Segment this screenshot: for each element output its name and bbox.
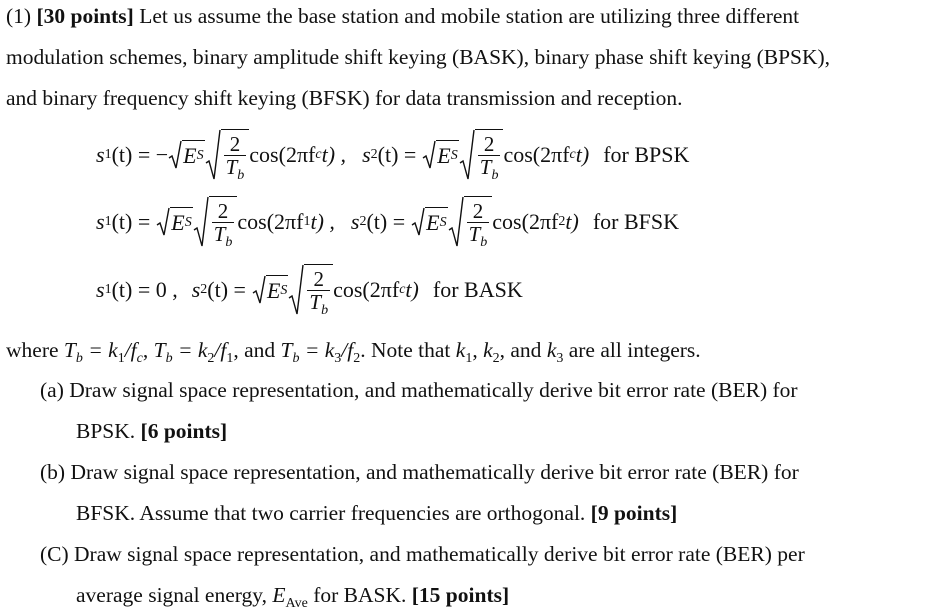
fc-subscript: c — [136, 351, 143, 366]
k1-subscript: 1 — [117, 351, 125, 366]
tb-2-subscript: b — [165, 351, 173, 366]
comma-1: , — [142, 338, 154, 362]
bask-cos-term: cos(2πf — [333, 277, 400, 302]
cos-tail-s1: t) , — [321, 142, 347, 167]
note-comma-2: , and — [499, 338, 547, 362]
and-1: , and — [233, 338, 281, 362]
bfsk-s1-symbol: s — [96, 209, 105, 234]
intro-line-3: and binary frequency shift keying (BFSK) for data transmission and reception. — [6, 86, 683, 110]
part-c-line-1: (C) Draw signal space representation, and mathematically derive bit error rate (BER) per — [40, 542, 805, 566]
part-b-line-1: (b) Draw signal space representation, and mathematically derive bit error rate (BER) for — [40, 460, 799, 484]
bfsk-s2-argument: (t) = — [366, 209, 406, 234]
sqrt-fraction-2 — [459, 129, 504, 181]
eq-k2: = k — [172, 338, 208, 362]
intro-line-2: modulation schemes, binary amplitude shift keying (BASK), binary phase shift keying (BPSK), — [6, 45, 831, 69]
tb-1: T — [63, 338, 76, 362]
bfsk-fraction-numerator: 2 — [217, 199, 229, 223]
fraction-numerator-2: 2 — [483, 132, 495, 156]
bfsk-energy-symbol: E — [171, 209, 185, 235]
bfsk-denominator-subscript: b — [225, 235, 233, 250]
bfsk-denominator-subscript-2: b — [480, 235, 488, 250]
bask-sqrt-energy: E S — [252, 275, 288, 305]
k3-subscript: 3 — [334, 351, 342, 366]
part-c-points: [15 points] — [411, 583, 510, 607]
over-f1: /f — [214, 338, 227, 362]
bfsk-sqrt-fraction-2 — [448, 196, 493, 248]
bfsk-s2-symbol: s — [350, 209, 360, 234]
over-f2: /f — [341, 338, 354, 362]
part-b-line-2 — [76, 500, 677, 526]
equation-bask: s 1 (t) = 0 , s 2 (t) = E S $\frac{2}{T_b}$ cos(2πf c t) for BASK — [96, 265, 523, 315]
note-k1: k — [455, 338, 466, 362]
note-k3-subscript: 3 — [556, 351, 564, 366]
eq-k3: = k — [299, 338, 335, 362]
intro-text-1: Let us assume the base station and mobile station are utilizing three different — [133, 4, 800, 28]
intro-line-1 — [6, 3, 799, 29]
part-b-points: [9 points] — [590, 501, 678, 525]
fraction-denominator-2: T — [479, 155, 492, 179]
bfsk-energy-symbol-2: E — [426, 209, 440, 235]
bfsk-cos-tail-s2: t) — [565, 209, 579, 234]
cos-term-s1: cos(2πf — [249, 142, 316, 167]
energy-symbol: E — [183, 142, 197, 168]
f1-subscript: 1 — [226, 351, 234, 366]
tb-3-subscript: b — [292, 351, 300, 366]
part-c-text-b: for BASK. — [307, 583, 407, 607]
where-word: where — [6, 338, 59, 362]
over-fc: /f — [124, 338, 137, 362]
bfsk-sqrt-energy-2: E S — [411, 207, 447, 237]
bask-sqrt-fraction — [288, 264, 333, 316]
bfsk-s1-argument: (t) = — [111, 209, 151, 234]
bask-s2-argument: (t) = — [207, 277, 246, 302]
sqrt-energy: E S — [168, 140, 204, 170]
note-k1-subscript: 1 — [465, 351, 473, 366]
bfsk-fraction-numerator-2: 2 — [472, 199, 484, 223]
bask-s2-symbol: s — [191, 277, 201, 302]
bask-energy-symbol: E — [266, 277, 281, 303]
sqrt-fraction — [205, 129, 250, 181]
energy-symbol-2: E — [437, 142, 451, 168]
s1-argument: (t) = − — [111, 142, 169, 167]
e-ave-subscript: Ave — [285, 596, 308, 611]
bask-label: for BASK — [432, 277, 523, 302]
eq-k1: = k — [82, 338, 118, 362]
tb-2: T — [153, 338, 166, 362]
denominator-subscript: b — [237, 168, 245, 183]
s1-symbol: s — [96, 142, 105, 167]
denominator-subscript-2: b — [491, 168, 499, 183]
note-k2-subscript: 2 — [492, 351, 500, 366]
part-a-points: [6 points] — [140, 419, 228, 443]
bfsk-label: for BFSK — [592, 209, 680, 234]
e-ave-symbol: E — [272, 583, 286, 607]
note-k2: k — [483, 338, 493, 362]
bfsk-cos-tail-s1: t) , — [310, 209, 335, 234]
problem-number: (1) — [6, 4, 32, 28]
bpsk-label: for BPSK — [603, 142, 690, 167]
bask-fraction-numerator: 2 — [313, 267, 325, 291]
note-k3: k — [546, 338, 557, 362]
fraction-numerator: 2 — [229, 132, 241, 156]
s2-argument: (t) = — [377, 142, 417, 167]
tb-1-subscript: b — [75, 351, 83, 366]
sqrt-energy-2: E S — [422, 140, 458, 170]
bfsk-sqrt-energy: E S — [156, 207, 192, 237]
where-line — [6, 337, 701, 366]
equation-bpsk: s 1 (t) = − E S $\frac{2}{T_b}$ cos(2πf c t) , s 2 (t) = E S $\frac{2}{T_b}$ cos(2πf c t) for BPSK — [96, 130, 689, 180]
bask-s1-rhs: (t) = 0 , — [111, 277, 178, 302]
bfsk-fraction-denominator-2: T — [468, 222, 481, 246]
part-c-text-a: average signal energy, — [76, 583, 273, 607]
bask-cos-tail: t) — [405, 277, 419, 302]
s2-symbol: s — [362, 142, 371, 167]
part-a-line-1: (a) Draw signal space representation, and mathematically derive bit error rate (BER) for — [40, 378, 798, 402]
bfsk-cos-term-s2: cos(2πf — [492, 209, 559, 234]
part-c-line-2 — [76, 582, 510, 611]
bfsk-sqrt-fraction — [193, 196, 238, 248]
problem-points: [30 points] — [36, 4, 134, 28]
bask-denominator-subscript: b — [321, 303, 329, 318]
part-a-line-2 — [76, 418, 227, 444]
note-comma-1: , — [472, 338, 484, 362]
fraction-denominator: T — [225, 155, 238, 179]
f2-subscript: 2 — [353, 351, 361, 366]
bask-fraction-denominator: T — [309, 290, 322, 314]
equation-bfsk: s 1 (t) = E S $\frac{2}{T_b}$ cos(2πf 1 t) , s 2 (t) = E S $\frac{2}{T_b}$ cos(2πf 2 t) for BFSK — [96, 197, 679, 247]
part-a-text: BPSK. — [76, 419, 136, 443]
bfsk-cos-term-s1: cos(2πf — [237, 209, 304, 234]
note-end: are all integers. — [563, 338, 701, 362]
cos-term-s2: cos(2πf — [503, 142, 570, 167]
tb-3: T — [280, 338, 293, 362]
bask-s1-symbol: s — [96, 277, 105, 302]
k2-subscript: 2 — [207, 351, 215, 366]
cos-tail-s2: t) — [575, 142, 590, 167]
note-text: . Note that — [360, 338, 456, 362]
bfsk-fraction-denominator: T — [213, 222, 226, 246]
part-b-text: BFSK. Assume that two carrier frequencies are orthogonal. — [76, 501, 586, 525]
